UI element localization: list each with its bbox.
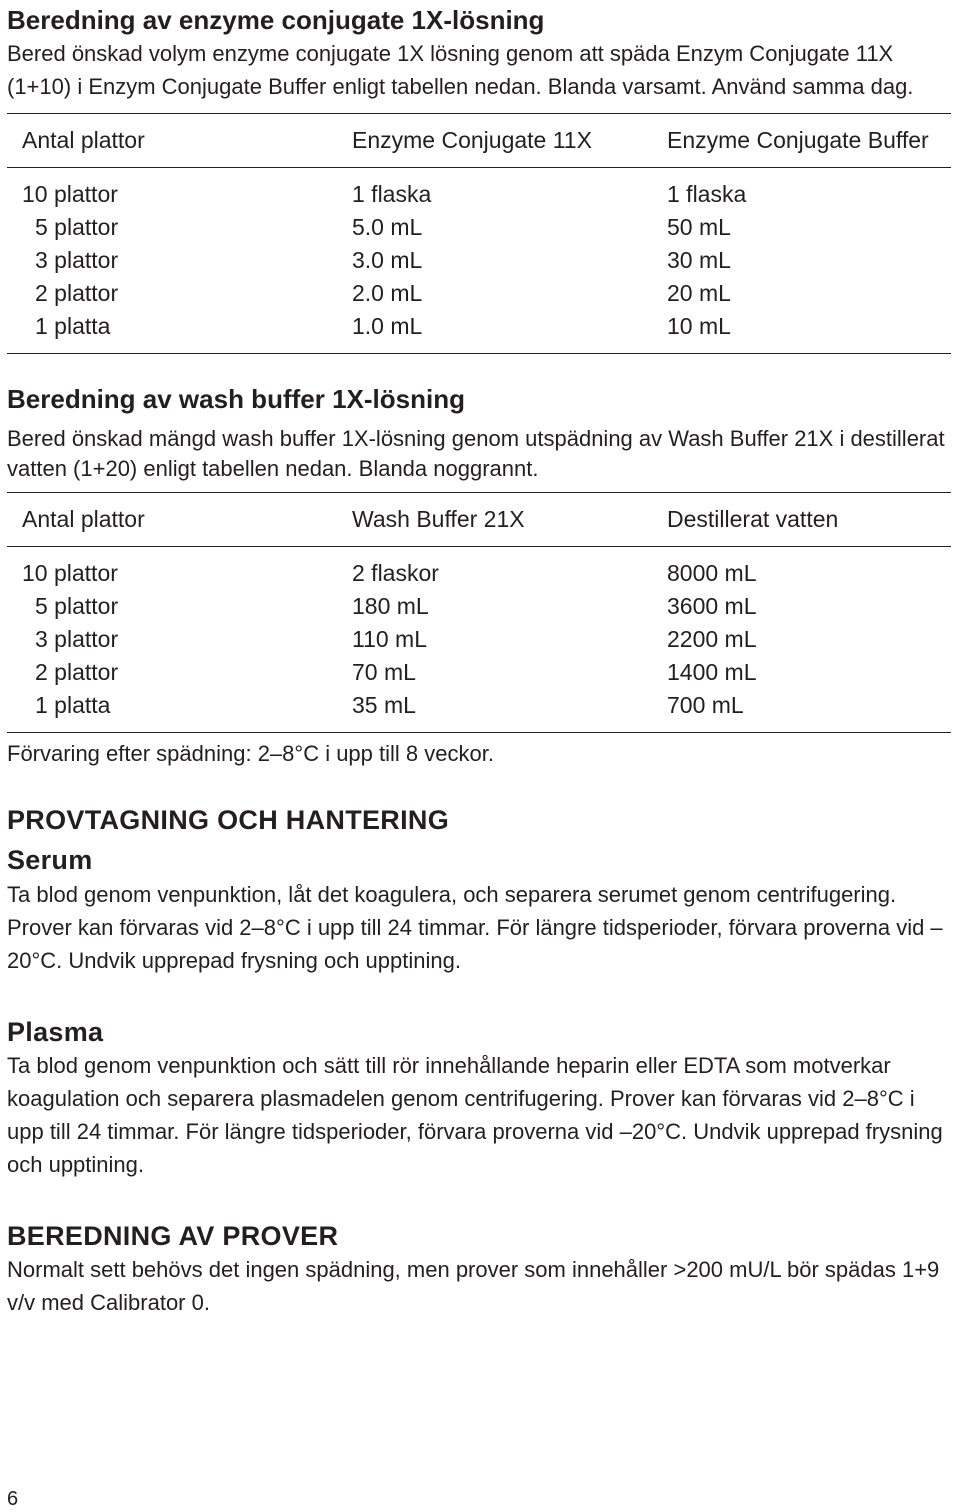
table-row (7, 277, 951, 310)
table-row (7, 244, 951, 277)
storage-note: Förvaring efter spädning: 2–8°C i upp till 8 veckor. (7, 741, 494, 766)
table-cell: 700 mL (667, 692, 744, 718)
table-cell: 5 plattor (35, 214, 119, 240)
table-cell: 5.0 mL (352, 214, 423, 240)
table-cell: 3600 mL (667, 593, 757, 619)
table-row (7, 211, 951, 244)
table-row (7, 178, 951, 211)
plasma-text: Ta blod genom venpunktion och sätt till rör innehållande heparin eller EDTA som motverkar koagulation och separera plasmadelen genom centrifugering. Prover kan förvaras vid 2–8°C i upp till 24 timmar. För längre tidsperioder, förvara proverna vid –20°C. Undvik upprepad frysning och upptining. (7, 1053, 943, 1177)
document-page (7, 0, 951, 1319)
table-cell: 20 mL (667, 280, 731, 306)
table-row (7, 689, 951, 722)
section-title-beredning-prover: BEREDNING AV PROVER (7, 1221, 339, 1251)
table-cell: 35 mL (352, 692, 416, 718)
enzyme-intro-text: Bered önskad volym enzyme conjugate 1X lösning genom att späda Enzym Conjugate 11X (1+10) i Enzym Conjugate Buffer enligt tabellen nedan. Blanda varsamt. Använd samma dag. (7, 41, 914, 99)
column-header: Destillerat vatten (667, 506, 839, 532)
table-cell: 2 plattor (35, 659, 119, 685)
section-heading-wash: Beredning av wash buffer 1X-lösning (7, 384, 465, 414)
table-row (7, 310, 951, 343)
table-cell: 70 mL (352, 659, 416, 685)
table-cell: 1 flaska (667, 181, 747, 207)
subheading-serum: Serum (7, 845, 93, 875)
table-header-row (7, 493, 951, 547)
subheading-plasma: Plasma (7, 1017, 104, 1047)
table-cell: 1 platta (35, 313, 111, 339)
table-cell: 1400 mL (667, 659, 757, 685)
serum-text: Ta blod genom venpunktion, låt det koagulera, och separera serumet genom centrifugering. Prover kan förvaras vid 2–8°C i upp till 24 timmar. För längre tidsperioder, förvara proverna vid –20°C. Undvik upprepad frysning och upptining. (7, 882, 943, 973)
wash-dilution-table (7, 493, 951, 732)
table-cell: 180 mL (352, 593, 429, 619)
column-header: Antal plattor (22, 127, 145, 153)
section-heading-enzyme: Beredning av enzyme conjugate 1X-lösning (7, 5, 545, 35)
table-cell: 10 plattor (22, 181, 118, 207)
table-cell: 3.0 mL (352, 247, 423, 273)
table-cell: 3 plattor (35, 626, 119, 652)
column-header: Antal plattor (22, 506, 145, 532)
table-row (7, 590, 951, 623)
table-row (7, 557, 951, 590)
table-row (7, 656, 951, 689)
table-cell: 5 plattor (35, 593, 119, 619)
column-header: Wash Buffer 21X (352, 506, 525, 532)
column-header: Enzyme Conjugate 11X (352, 127, 592, 153)
enzyme-dilution-table (7, 114, 951, 353)
table-cell: 110 mL (352, 626, 428, 652)
table-cell: 2200 mL (667, 626, 757, 652)
section-title-provtagning: PROVTAGNING OCH HANTERING (7, 805, 450, 835)
table-cell: 8000 mL (667, 560, 757, 586)
table-cell: 10 plattor (22, 560, 118, 586)
table-cell: 1 platta (35, 692, 111, 718)
table-cell: 1 flaska (352, 181, 432, 207)
table-row (7, 623, 951, 656)
table-header-row (7, 114, 951, 168)
table-cell: 1.0 mL (352, 313, 423, 339)
table-cell: 2.0 mL (352, 280, 423, 306)
table-cell: 10 mL (667, 313, 731, 339)
table-bottom-rule (7, 732, 951, 733)
table-cell: 2 flaskor (352, 560, 439, 586)
beredning-prover-text: Normalt sett behövs det ingen spädning, men prover som innehåller >200 mU/L bör spädas 1+9 v/v med Calibrator 0. (7, 1257, 940, 1315)
table-cell: 3 plattor (35, 247, 119, 273)
column-header: Enzyme Conjugate Buffer (667, 127, 929, 153)
wash-intro-text: Bered önskad mängd wash buffer 1X-lösning genom utspädning av Wash Buffer 21X i destillerat vatten (1+20) enligt tabellen nedan. Blanda noggrannt. (7, 426, 945, 481)
table-cell: 30 mL (667, 247, 731, 273)
page-number: 6 (7, 1488, 19, 1510)
table-cell: 50 mL (667, 214, 731, 240)
table-cell: 2 plattor (35, 280, 119, 306)
